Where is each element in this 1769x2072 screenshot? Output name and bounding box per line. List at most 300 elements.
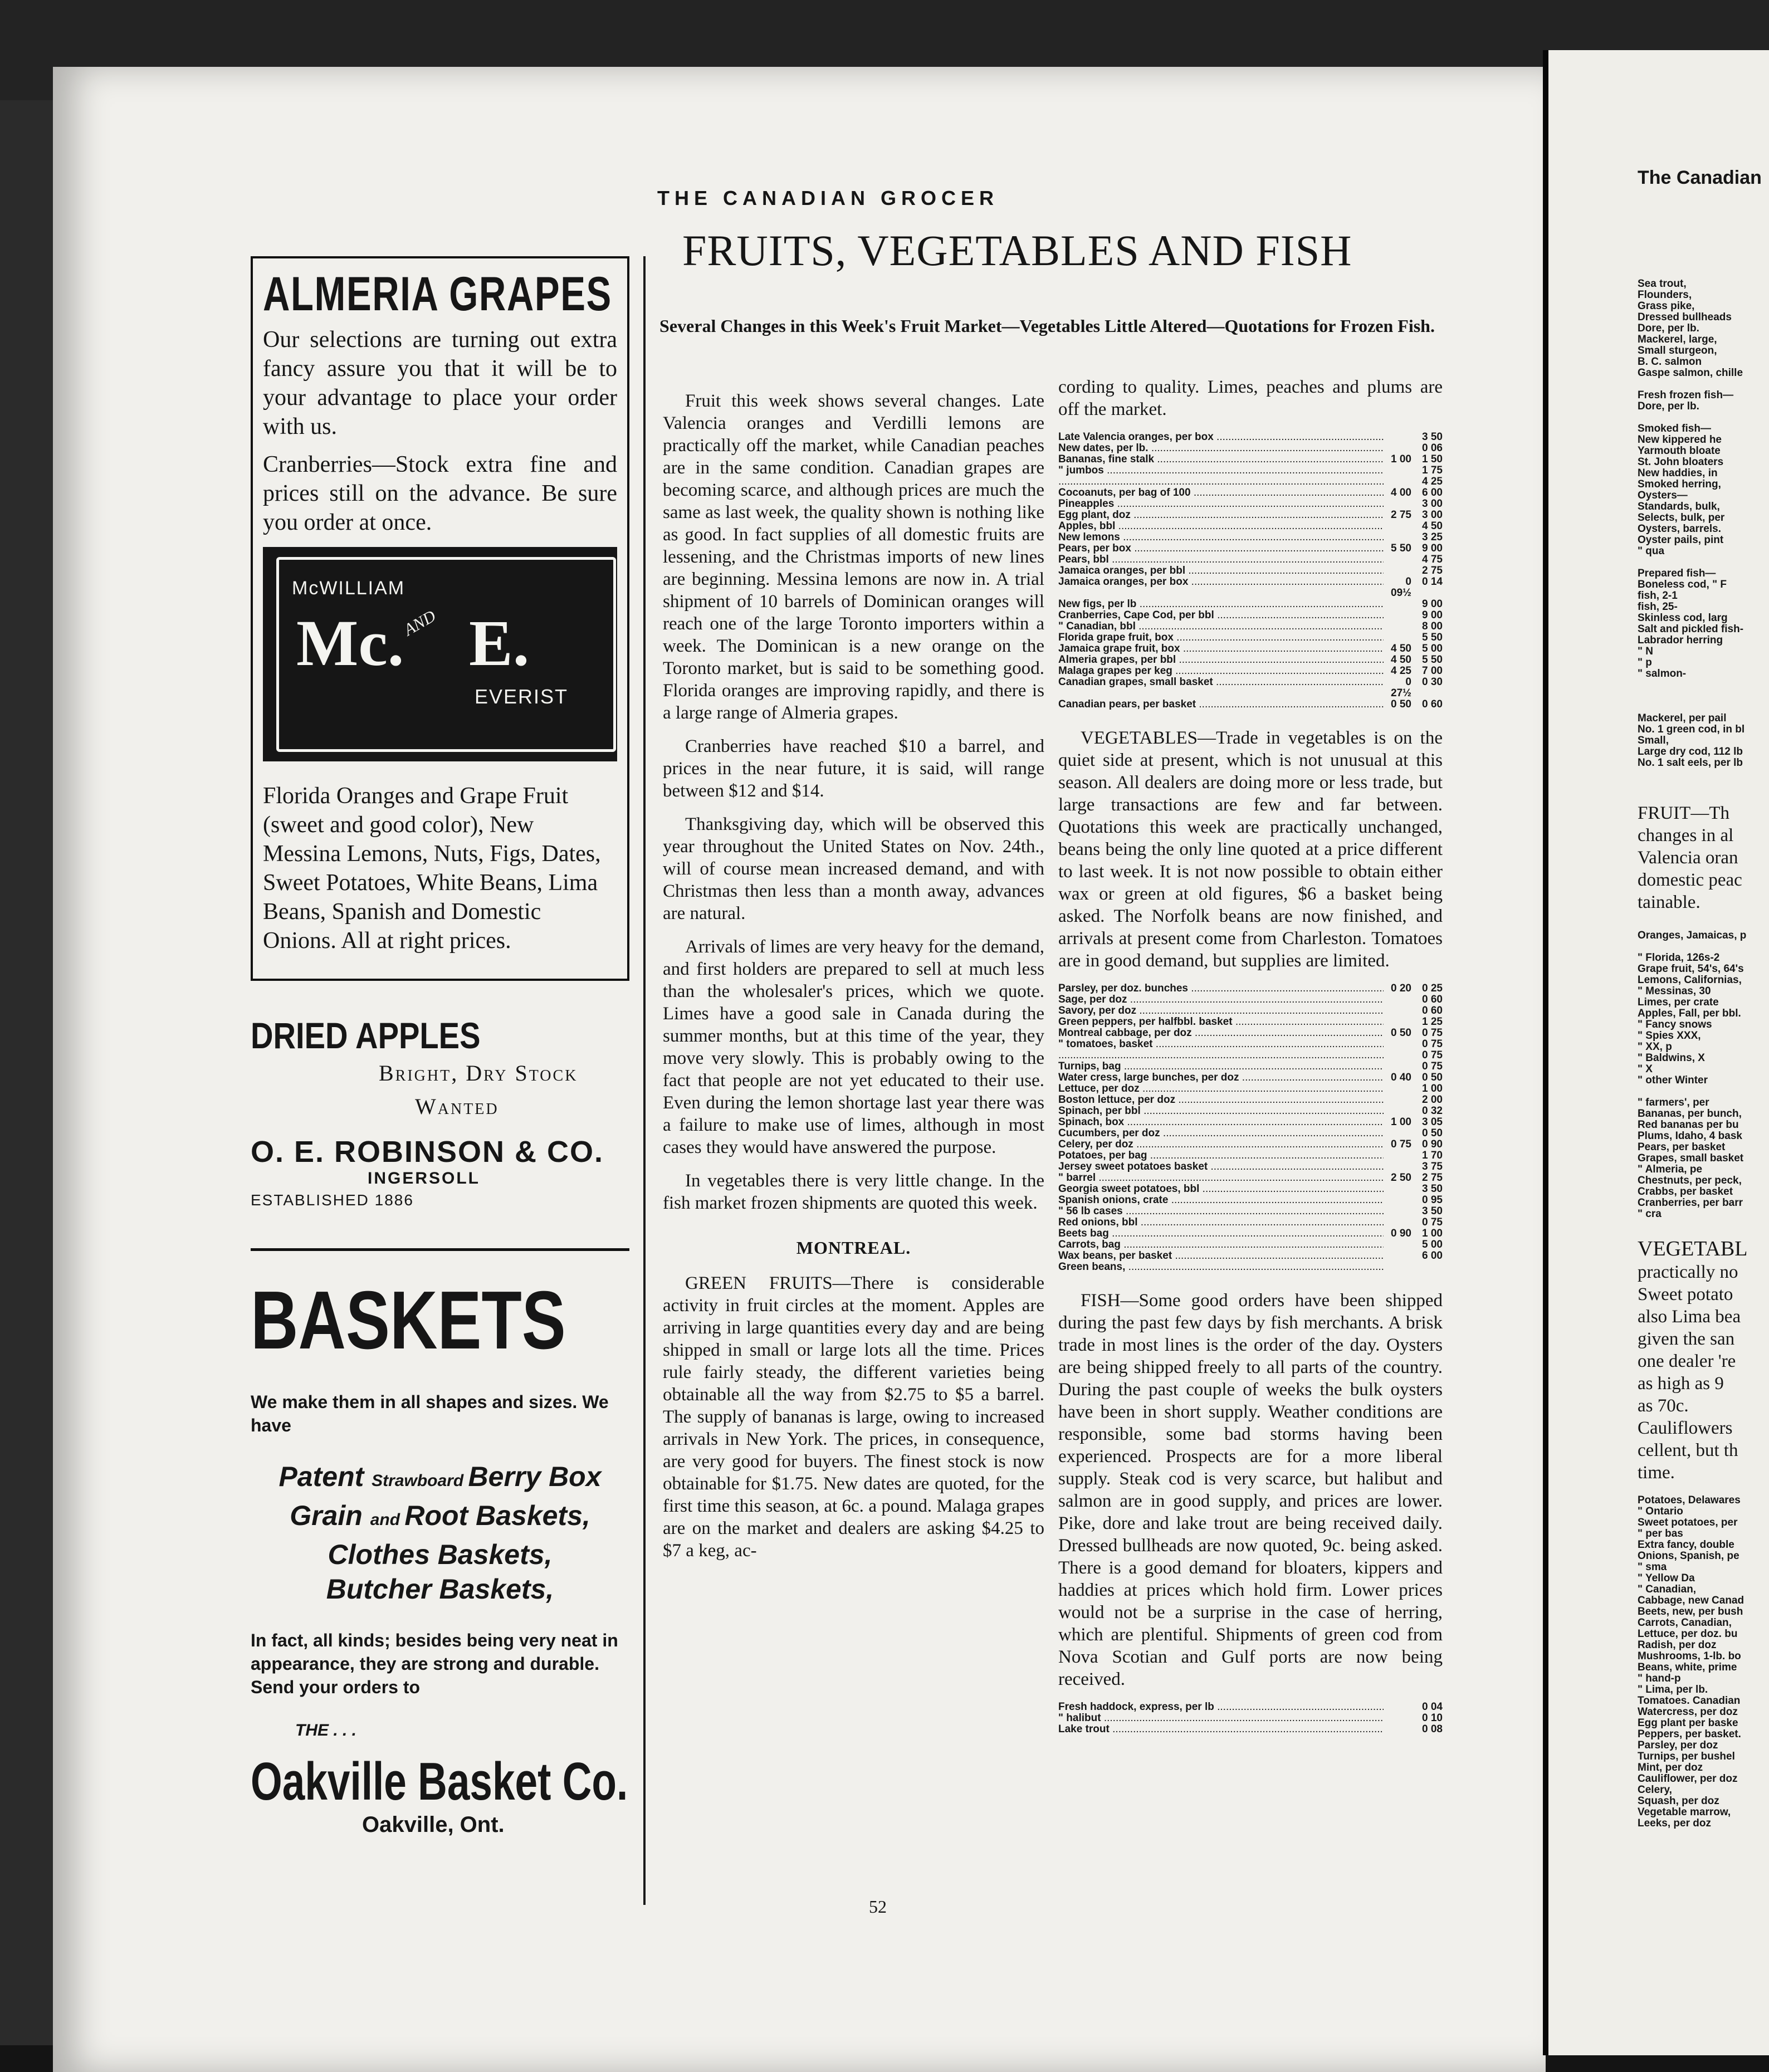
price-high: 4 75 [1422,554,1443,565]
ad-headline: BASKETS [251,1274,566,1366]
quotation-row [1058,1061,1443,1072]
text-line: " other Winter [1638,1074,1708,1086]
price-high: 0 75 [1422,1061,1443,1072]
price-high: 2 75 [1422,1172,1443,1184]
text-line: Fresh frozen fish— [1638,389,1734,401]
price-low [1384,554,1411,565]
text-line: " Fancy snows [1638,1019,1712,1030]
item-name: Pineapples ..... [1058,499,1384,510]
logo-text: Mc. [296,607,404,680]
text-line: Labrador herring [1638,634,1723,646]
price-low: 4 00 [1391,487,1411,499]
text-line: given the san [1638,1329,1735,1349]
item-name: New dates, per lb. ..... [1058,443,1384,454]
text-line: " Canadian, [1638,1584,1697,1595]
text-line: fish, 2-1 [1638,590,1678,602]
text-line: New kippered he [1638,434,1722,446]
quotation-row [1058,983,1443,994]
price-high: 3 00 [1422,509,1443,521]
item-name: Green beans, ..... [1058,1262,1384,1273]
price-low [1384,1713,1411,1724]
text-line: tainable. [1638,892,1700,912]
item-name: Cucumbers, per doz ..... [1058,1128,1384,1139]
item-name: Turnips, bag ..... [1058,1061,1384,1072]
quotation-row [1058,1005,1443,1017]
logo-text: AND [400,607,439,639]
text-line: one dealer 're [1638,1351,1736,1371]
section-title: FRUITS, VEGETABLES AND FISH [682,226,1352,275]
ad-company: Oakville Basket Co. [251,1752,628,1811]
text-line: Sweet potato [1638,1284,1733,1304]
price-high: 5 50 [1422,654,1443,666]
ad-product-line [251,1498,629,1537]
price-high: 6 00 [1422,1250,1443,1262]
price-high: 0 75 [1422,1027,1443,1039]
item-name: Florida grape fruit, box ..... [1058,632,1384,643]
price-low: 4 25 [1391,665,1411,677]
price-low [1384,565,1411,576]
price-high: 0 60 [1422,994,1443,1005]
montreal-heading: MONTREAL. [796,1238,911,1258]
item-name: Apples, bbl ..... [1058,521,1384,532]
text-line: Apples, Fall, per bbl. [1638,1008,1741,1019]
ad-text: Cranberries—Stock extra fine and prices still on the advance. Be sure you order at once. [263,452,617,535]
quotation-row [1058,1028,1443,1039]
text-line: Prepared fish— [1638,568,1716,579]
quotation-row [1058,543,1443,554]
price-low: 2 50 [1391,1172,1411,1184]
text-line: " hand-p [1638,1673,1681,1684]
price-high: 0 60 [1422,698,1443,710]
item-name: Lake trout ..... [1058,1724,1384,1735]
ad-text: We make them in all shapes and sizes. We have [251,1392,609,1435]
price-high: 5 00 [1422,643,1443,654]
text-line: Crabbs, per basket [1638,1186,1733,1198]
text-line: Gaspe salmon, chille [1638,367,1743,379]
price-high: 0 06 [1422,442,1443,454]
ad-product-line [251,1459,629,1498]
price-low [1384,1106,1411,1117]
quotation-row [1058,487,1443,499]
text-line: " farmers', per [1638,1097,1709,1108]
almeria-grapes-ad [251,256,629,981]
quotation-row [1058,532,1443,543]
ad-town: INGERSOLL [368,1169,481,1188]
ad-word: and [370,1511,405,1529]
item-name: Carrots, bag ..... [1058,1239,1384,1250]
price-low [1384,1017,1411,1028]
item-name: Green peppers, per halfbbl. basket ..... [1058,1017,1384,1028]
text-line: Grape fruit, 54's, 64's [1638,963,1744,975]
text-line: Skinless cod, larg [1638,612,1728,624]
text-line: Parsley, per doz [1638,1739,1718,1751]
price-high: 4 25 [1422,476,1443,487]
text-line: " Almeria, pe [1638,1164,1703,1175]
text-line: Large dry cod, 112 lb [1638,746,1743,758]
text-line: Cabbage, new Canad [1638,1595,1744,1606]
price-high: 0 50 [1422,1072,1443,1083]
text-line: " Ontario [1638,1506,1683,1517]
item-name: Malaga grapes per keg ..... [1058,666,1384,677]
text-line: Yarmouth bloate [1638,445,1721,457]
price-low [1384,1262,1411,1273]
price-low [1384,1061,1411,1072]
quotation-row [1058,576,1443,599]
text-line: " sma [1638,1561,1667,1573]
text-line: Flounders, [1638,289,1692,301]
price-high: 0 90 [1422,1138,1443,1150]
quotation-row [1058,1039,1443,1050]
price-low [1384,610,1411,621]
text-line: Beans, white, prime [1638,1661,1737,1673]
quotation-row [1058,1161,1443,1172]
price-low: 1 00 [1391,453,1411,465]
page-right [1548,50,1769,2055]
ad-text: THE . . . [295,1721,357,1739]
price-low: 0 20 [1391,983,1411,994]
price-low [1384,1150,1411,1161]
ad-text: Bright, Dry Stock [379,1061,578,1086]
quotation-row [1058,610,1443,621]
text-line: Potatoes, Delawares [1638,1494,1741,1506]
price-high: 0 30 [1422,676,1443,688]
paragraph [1638,1261,1769,1484]
masthead: THE CANADIAN GROCER [657,187,999,209]
price-high: 2 75 [1422,565,1443,576]
item-name: Spanish onions, crate ..... [1058,1195,1384,1206]
quotation-row [1058,510,1443,521]
text-line: cellent, but th [1638,1440,1738,1460]
price-high: 0 04 [1422,1701,1443,1713]
quotation-row [1058,677,1443,699]
text-line: changes in al [1638,825,1734,846]
text-line: Celery, [1638,1784,1672,1796]
quotation-row [1058,632,1443,643]
price-low [1384,1724,1411,1735]
text-line: " N [1638,646,1654,657]
quotation-row [1058,1050,1443,1061]
paragraph: cording to quality. Limes, peaches and plums are off the market. [1058,377,1443,419]
price-high: 1 75 [1422,465,1443,476]
quotation-row [1058,565,1443,576]
quotation-row [1058,1228,1443,1239]
price-high: 1 25 [1422,1016,1443,1028]
text-line: Turnips, per bushel [1638,1751,1735,1762]
item-name: Fresh haddock, express, per lb ..... [1058,1702,1384,1713]
divider [251,1248,629,1251]
price-low [1384,476,1411,487]
text-line: " per bas [1638,1528,1683,1540]
price-high: 2 00 [1422,1094,1443,1106]
ad-word: Patent [278,1461,372,1492]
price-low: 4 50 [1391,643,1411,654]
paragraph: GREEN FRUITS—There is considerable activity in fruit circles at the moment. Apples are arriving in large quantities every day and are being shipped in small or large lots all the time. Prices rule fairly steady, the different varieties being obtainable all the way from $2.75 to $5 a barrel. The supply of bananas is large, owing to increased arrivals in New York. The prices, in consequence, are very good for buyers. The finest stock is now obtainable for $1.75. New dates are quoted, for the first time this season, at 6c. a pound. Malaga grapes are on the market and dealers are asking $4.25 to $7 a keg, ac- [663,1273,1044,1561]
logo-text: E. [469,607,530,680]
page-gutter [1543,50,1548,2055]
paragraph: FISH—Some good orders have been shipped during the past few days by fish merchants. A brisk trade in most lines is the order of the day. Oysters are being shipped freely to all parts of the country. During the past couple of weeks the bulk oysters have been in short supply. Weather conditions are responsible, some bad storms having been experienced. Prospects are for a more liberal supply. Steak cod is very scarce, but halibut and salmon are in good supply, and prices are lower. Pike, dore and lake trout are being received daily. Dressed bullheads are now quoted, 9c. being asked. There is a good demand for bloaters, kippers and haddies at prices which hold firm. Lower prices would not be a surprise in the case of herring, which are plentiful. Shipments of green cod from Nova Scotian and Gulf ports are now being received. [1058,1291,1443,1689]
item-name: Almeria grapes, per bbl ..... [1058,654,1384,666]
paragraph: Cranberries have reached $10 a barrel, and prices in the near future, it is said, will range between $12 and $14. [663,736,1044,801]
text-line: No. 1 green cod, in bl [1638,724,1745,735]
quotation-row [1058,1117,1443,1128]
quotation-row [1058,1172,1443,1184]
price-high: 0 08 [1422,1723,1443,1735]
price-low [1384,499,1411,510]
price-high: 8 00 [1422,620,1443,632]
price-high: 3 50 [1422,431,1443,443]
text-line: Egg plant per baske [1638,1717,1738,1729]
text-line [1638,379,1769,390]
text-line: Small, [1638,735,1669,746]
item-name: Water cress, large bunches, per doz ..... [1058,1072,1384,1083]
mcwilliam-everist-logo [263,547,617,761]
text-line: Plums, Idaho, 4 bask [1638,1130,1742,1142]
item-name: Jamaica grape fruit, box ..... [1058,643,1384,654]
text-line: fish, 25- [1638,601,1678,613]
text-line: Standards, bulk, [1638,501,1720,512]
text-line [1638,702,1769,713]
ad-word: Berry Box [468,1461,602,1492]
text-line: Leeks, per doz [1638,1817,1711,1829]
text-line: FRUIT—Th [1638,803,1729,823]
price-low [1384,994,1411,1005]
quotation-row [1058,599,1443,610]
quotation-row [1058,1106,1443,1117]
price-high: 1 00 [1422,1228,1443,1239]
paragraph-group [663,390,1044,1214]
text-line: Cauliflower, per doz [1638,1773,1738,1785]
text-line: Oyster pails, pint [1638,534,1724,546]
text-line: " Yellow Da [1638,1572,1695,1584]
quotation-row [1058,465,1443,476]
text-line: " Spies XXX, [1638,1030,1701,1042]
text-line: domestic peac [1638,870,1742,890]
dried-apples-ad [251,1014,629,1209]
item-name: " tomatoes, basket ..... [1058,1039,1384,1050]
ad-text: Our selections are turning out extra fancy assure you that it will be to your advantage to place your order with us. [263,327,617,439]
text-line: Grass pike, [1638,300,1695,312]
quotation-row [1058,1072,1443,1083]
quotation-row [1058,454,1443,465]
quotation-row [1058,476,1443,487]
price-low [1384,532,1411,543]
text-line: Peppers, per basket. [1638,1728,1741,1740]
item-name: Beets bag ..... [1058,1228,1384,1239]
price-high: 0 75 [1422,1038,1443,1050]
price-low: 0 75 [1391,1138,1411,1150]
item-name: Savory, per doz ..... [1058,1005,1384,1017]
item-name: Cocoanuts, per bag of 100 ..... [1058,487,1384,499]
price-low [1384,1206,1411,1217]
text-line: Dore, per lb. [1638,400,1699,412]
item-name: Pears, per box ..... [1058,543,1384,554]
text-line: Cauliflowers [1638,1418,1733,1438]
text-line: time. [1638,1463,1675,1483]
price-high: 1 70 [1422,1150,1443,1161]
ad-company: O. E. ROBINSON & CO. [251,1135,604,1169]
ad-word: Strawboard [372,1472,468,1490]
price-low [1384,521,1411,532]
text-line: Oysters— [1638,490,1688,501]
quotation-row [1058,1206,1443,1217]
text-line: Tomatoes. Canadian [1638,1695,1741,1707]
text-line: practically no [1638,1262,1738,1282]
article-column-1 [663,390,1044,1573]
quotation-row [1058,432,1443,443]
logo-text: EVERIST [475,685,569,708]
text-line: Vegetable marrow, [1638,1806,1731,1818]
item-name: Potatoes, per bag ..... [1058,1150,1384,1161]
price-high: 0 14 [1422,576,1443,588]
price-low [1384,1195,1411,1206]
quotation-row [1058,1262,1443,1273]
price-low [1384,599,1411,610]
text-line: Salt and pickled fish- [1638,623,1744,635]
item-name: Canadian grapes, small basket ..... [1058,677,1384,699]
quotation-row [1058,443,1443,454]
text-line: " Messinas, 30 [1638,985,1711,997]
quotation-row [1058,554,1443,565]
price-low [1384,1039,1411,1050]
text-line: Bananas, per bunch, [1638,1108,1742,1120]
quotation-row [1058,643,1443,654]
quotation-list [1638,278,1769,769]
price-high: 3 25 [1422,531,1443,543]
text-line: " Florida, 126s-2 [1638,952,1720,964]
text-line: Selects, bulk, per [1638,512,1725,524]
text-line: " salmon- [1638,668,1687,680]
item-name: Spinach, box ..... [1058,1117,1384,1128]
text-line: Limes, per crate [1638,996,1719,1008]
quotation-row [1058,621,1443,632]
quotation-row [1058,1083,1443,1094]
price-high: 6 00 [1422,487,1443,499]
item-name: Pears, bbl ..... [1058,554,1384,565]
price-high: 1 00 [1422,1083,1443,1094]
text-line: Pears, per basket [1638,1141,1726,1153]
quotation-list [1638,1495,1769,1829]
text-line: Watercress, per doz [1638,1706,1738,1718]
price-low: 0 90 [1391,1228,1411,1239]
item-name: New lemons ..... [1058,532,1384,543]
price-low: 2 75 [1391,509,1411,521]
price-low: 1 00 [1391,1116,1411,1128]
price-low: 0 50 [1391,698,1411,710]
column-rule [643,256,646,1905]
price-high: 9 00 [1422,543,1443,554]
price-high: 3 50 [1422,1183,1443,1195]
item-name: Jamaica oranges, per box ..... [1058,576,1384,599]
price-low [1384,1250,1411,1262]
price-low: 0 09½ [1391,576,1411,599]
masthead: The Canadian [1638,167,1762,188]
text-line: " XX, p [1638,1041,1672,1053]
text-line: " qua [1638,545,1665,557]
item-name: Wax beans, per basket ..... [1058,1250,1384,1262]
item-name: " barrel ..... [1058,1172,1384,1184]
price-low [1384,443,1411,454]
price-low: 4 50 [1391,654,1411,666]
text-line: Carrots, Canadian, [1638,1617,1732,1629]
text-line: Sweet potatoes, per [1638,1517,1738,1528]
text-line: Boneless cod, " F [1638,579,1727,590]
text-line: as high as 9 [1638,1374,1724,1394]
text-line: Squash, per doz [1638,1795,1719,1807]
quotation-row [1058,994,1443,1005]
text-line: Beets, new, per bush [1638,1606,1743,1617]
text-line: St. John bloaters [1638,456,1724,468]
quotation-row [1058,1713,1443,1724]
text-line: Mint, per doz [1638,1762,1703,1773]
item-name: Bananas, fine stalk ..... [1058,454,1384,465]
item-name: Canadian pears, per basket ..... [1058,699,1384,710]
item-name: Cranberries, Cape Cod, per bbl ..... [1058,610,1384,621]
text-line: Grapes, small basket [1638,1152,1744,1164]
ad-product-line: Butcher Baskets, [326,1573,554,1605]
item-name: Sage, per doz ..... [1058,994,1384,1005]
text-line: Lemons, Californias, [1638,974,1742,986]
price-low [1384,1050,1411,1061]
price-high: 0 10 [1422,1712,1443,1724]
text-line: Dressed bullheads [1638,311,1732,323]
paragraph: Fruit this week shows several changes. Late Valencia oranges and Verdilli lemons are practically off the market, while Canadian peaches are in the same condition. Canadian grapes are becoming scarce, and although prices are much the same as last week, the quality shown is nothing like as good. In fact supplies of all domestic fruits are lessening, and the Christmas imports of new lines are beginning. Messina lemons are now in. A trial shipment of 10 barrels of Dominican oranges will reach one of the large Toronto importers within a week. The Dominican is a new orange on the Toronto market, but is said to be something good. Florida oranges are improving rapidly, and there is a large range of Almeria grapes. [663,391,1044,723]
price-low [1384,1128,1411,1139]
page-number: 52 [869,1897,887,1917]
price-high: 0 25 [1422,983,1443,994]
text-line: No. 1 salt eels, per lb [1638,757,1743,769]
item-name: Late Valencia oranges, per box ..... [1058,432,1384,443]
price-high: 5 50 [1422,632,1443,643]
item-name: New figs, per lb ..... [1058,599,1384,610]
price-high: 0 75 [1422,1216,1443,1228]
price-high: 3 50 [1422,1205,1443,1217]
text-line: " X [1638,1063,1653,1075]
quotation-row [1058,1139,1443,1150]
text-line: also Lima bea [1638,1307,1741,1327]
price-high [1411,1262,1443,1273]
price-low [1384,1094,1411,1106]
quotation-row [1058,1250,1443,1262]
text-line: Smoked fish— [1638,423,1711,434]
logo-text: McWILLIAM [292,578,405,599]
ad-town: Oakville, Ont. [362,1812,505,1837]
text-line [1638,941,1769,952]
ad-product-line: Clothes Baskets, [328,1539,553,1570]
item-name: Egg plant, doz ..... [1058,510,1384,521]
text-line [1638,412,1769,423]
quotation-list [1638,930,1769,1220]
quotation-row [1058,1239,1443,1250]
quotation-row [1058,1724,1443,1735]
paragraph: VEGETABLES—Trade in vegetables is on the quiet side at present, which is not unusual at this season. All dealers are doing more or less trade, but large transactions are few and far between. Quotations this week are practically unchanged, beans being the only line quoted at a price different to last week. It is not now possible to obtain either wax or green at old figures, $6 a basket being asked. The Norfolk beans are now finished, and arrivals at present come from Charleston. Tomatoes are in good demand, but supplies are limited. [1058,728,1443,971]
price-high: 9 00 [1422,609,1443,621]
quotation-row [1058,1195,1443,1206]
text-line [1638,557,1769,568]
ad-established: ESTABLISHED 1886 [251,1191,414,1209]
text-line: Extra fancy, double [1638,1539,1734,1551]
price-high: 1 50 [1422,453,1443,465]
item-name: Jersey sweet potatoes basket ..... [1058,1161,1384,1172]
text-line: Small sturgeon, [1638,345,1717,356]
quotation-row [1058,1017,1443,1028]
price-low [1384,465,1411,476]
item-name: Montreal cabbage, per doz ..... [1058,1028,1384,1039]
item-name: Parsley, per doz. bunches ..... [1058,983,1384,994]
quotation-row [1058,1094,1443,1106]
price-low [1384,1161,1411,1172]
item-name: Boston lettuce, per doz ..... [1058,1094,1384,1106]
article-subhead: Several Changes in this Week's Fruit Market—Vegetables Little Altered—Quotations for Frozen Fish. [659,316,1435,336]
